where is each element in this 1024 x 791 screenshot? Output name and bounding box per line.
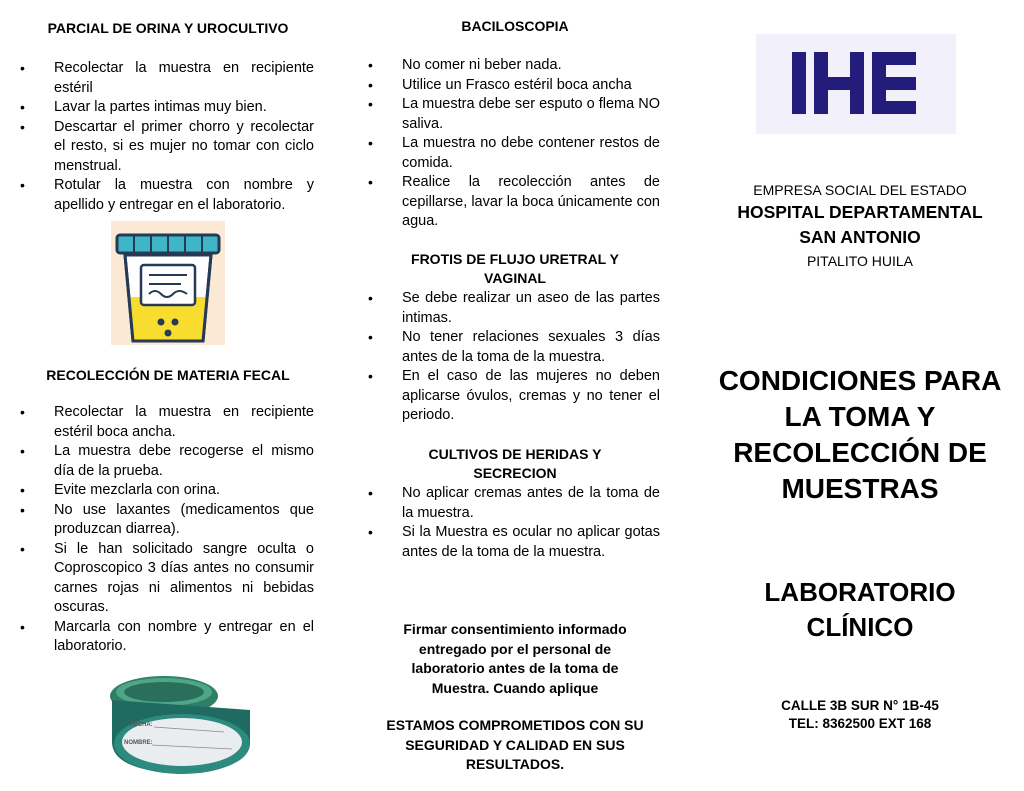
list-item: • En el caso de las mujeres no deben aplicarse óvulos, cremas y no tener el periodo. (366, 367, 660, 426)
hospital-name-line1: HOSPITAL DEPARTAMENTAL (737, 202, 983, 222)
list-item: • La muestra debe recogerse el mismo día de la prueba. (18, 442, 314, 481)
frotis-title-line1: FROTIS DE FLUJO URETRAL Y (411, 251, 619, 267)
page-title: CONDICIONES PARA LA TOMA Y RECOLECCIÓN DE MUESTRAS (718, 365, 1002, 504)
cultivos-title (366, 445, 664, 483)
list-item: • No aplicar cremas antes de la toma de la muestra. (366, 484, 660, 523)
list-item: • Recolectar la muestra en recipiente estéril (18, 59, 314, 98)
list-item: • Si le han solicitado sangre oculta o Coproscopico 3 días antes no consumir carnes rojas ni alimentos ni bebidas oscuras. (18, 540, 314, 618)
phone: TEL: 8362500 EXT 168 (788, 716, 932, 731)
stool-section-title: RECOLECCIÓN DE MATERIA FECAL (46, 367, 290, 383)
cultivos-title-line2: SECRECION (473, 465, 557, 481)
list-item: • Si la Muestra es ocular no aplicar gotas antes de la toma de la muestra. (366, 523, 660, 562)
list-item: • Rotular la muestra con nombre y apellido y entregar en el laboratorio. (18, 176, 314, 215)
middle-panel (366, 0, 664, 791)
list-item: • La muestra no debe contener restos de comida. (366, 134, 660, 173)
urine-section-title: PARCIAL DE ORINA Y UROCULTIVO (47, 20, 289, 36)
container-nombre-label: NOMBRE: (124, 740, 153, 746)
lab-title: LABORATORIO CLÍNICO (764, 577, 956, 642)
list-item: • Evite mezclarla con orina. (18, 481, 314, 501)
container-fecha-label: FECHA: (130, 722, 153, 728)
list-item: • No comer ni beber nada. (366, 56, 660, 76)
cultivos-title-line1: CULTIVOS DE HERIDAS Y (428, 446, 602, 462)
list-item: • Utilice un Frasco estéril boca ancha (366, 76, 660, 96)
frotis-list (366, 289, 660, 426)
frotis-title (366, 250, 664, 288)
hospital-name-line2: SAN ANTONIO (799, 227, 921, 247)
list-item: • Se debe realizar un aseo de las partes intimas. (366, 289, 660, 328)
cultivos-list (366, 484, 660, 562)
list-item: • Marcarla con nombre y entregar en el laboratorio. (18, 618, 314, 657)
frotis-title-line2: VAGINAL (484, 270, 546, 286)
stool-container-illustration (104, 670, 256, 778)
right-panel (700, 0, 1020, 791)
urine-cup-illustration (111, 221, 225, 345)
urine-instructions-list (18, 59, 314, 215)
address: CALLE 3B SUR N° 1B-45 (781, 698, 939, 713)
consent-note: Firmar consentimiento informado entregado por el personal de laboratorio antes de la toma de Muestra. Cuando aplique (403, 621, 627, 696)
stool-instructions-list (18, 403, 314, 657)
hospital-logo (756, 34, 956, 134)
list-item: • No use laxantes (medicamentos que produzcan diarrea). (18, 501, 314, 540)
list-item: • No tener relaciones sexuales 3 días antes de la toma de la muestra. (366, 328, 660, 367)
company-line: EMPRESA SOCIAL DEL ESTADO (753, 182, 967, 198)
list-item: • Descartar el primer chorro y recolectar el resto, si es mujer no tomar con ciclo menstrual. (18, 118, 314, 177)
baciloscopia-list (366, 56, 660, 232)
baciloscopia-title: BACILOSCOPIA (461, 18, 569, 34)
list-item: • Realice la recolección antes de cepillarse, lavar la boca únicamente con agua. (366, 173, 660, 232)
left-panel (18, 0, 318, 791)
list-item: • Recolectar la muestra en recipiente estéril boca ancha. (18, 403, 314, 442)
commitment-note: ESTAMOS COMPROMETIDOS CON SU SEGURIDAD Y CALIDAD EN SUS RESULTADOS. (386, 717, 644, 772)
list-item: • Lavar la partes intimas muy bien. (18, 98, 314, 118)
location: PITALITO HUILA (806, 253, 914, 269)
list-item: • La muestra debe ser esputo o flema NO saliva. (366, 95, 660, 134)
